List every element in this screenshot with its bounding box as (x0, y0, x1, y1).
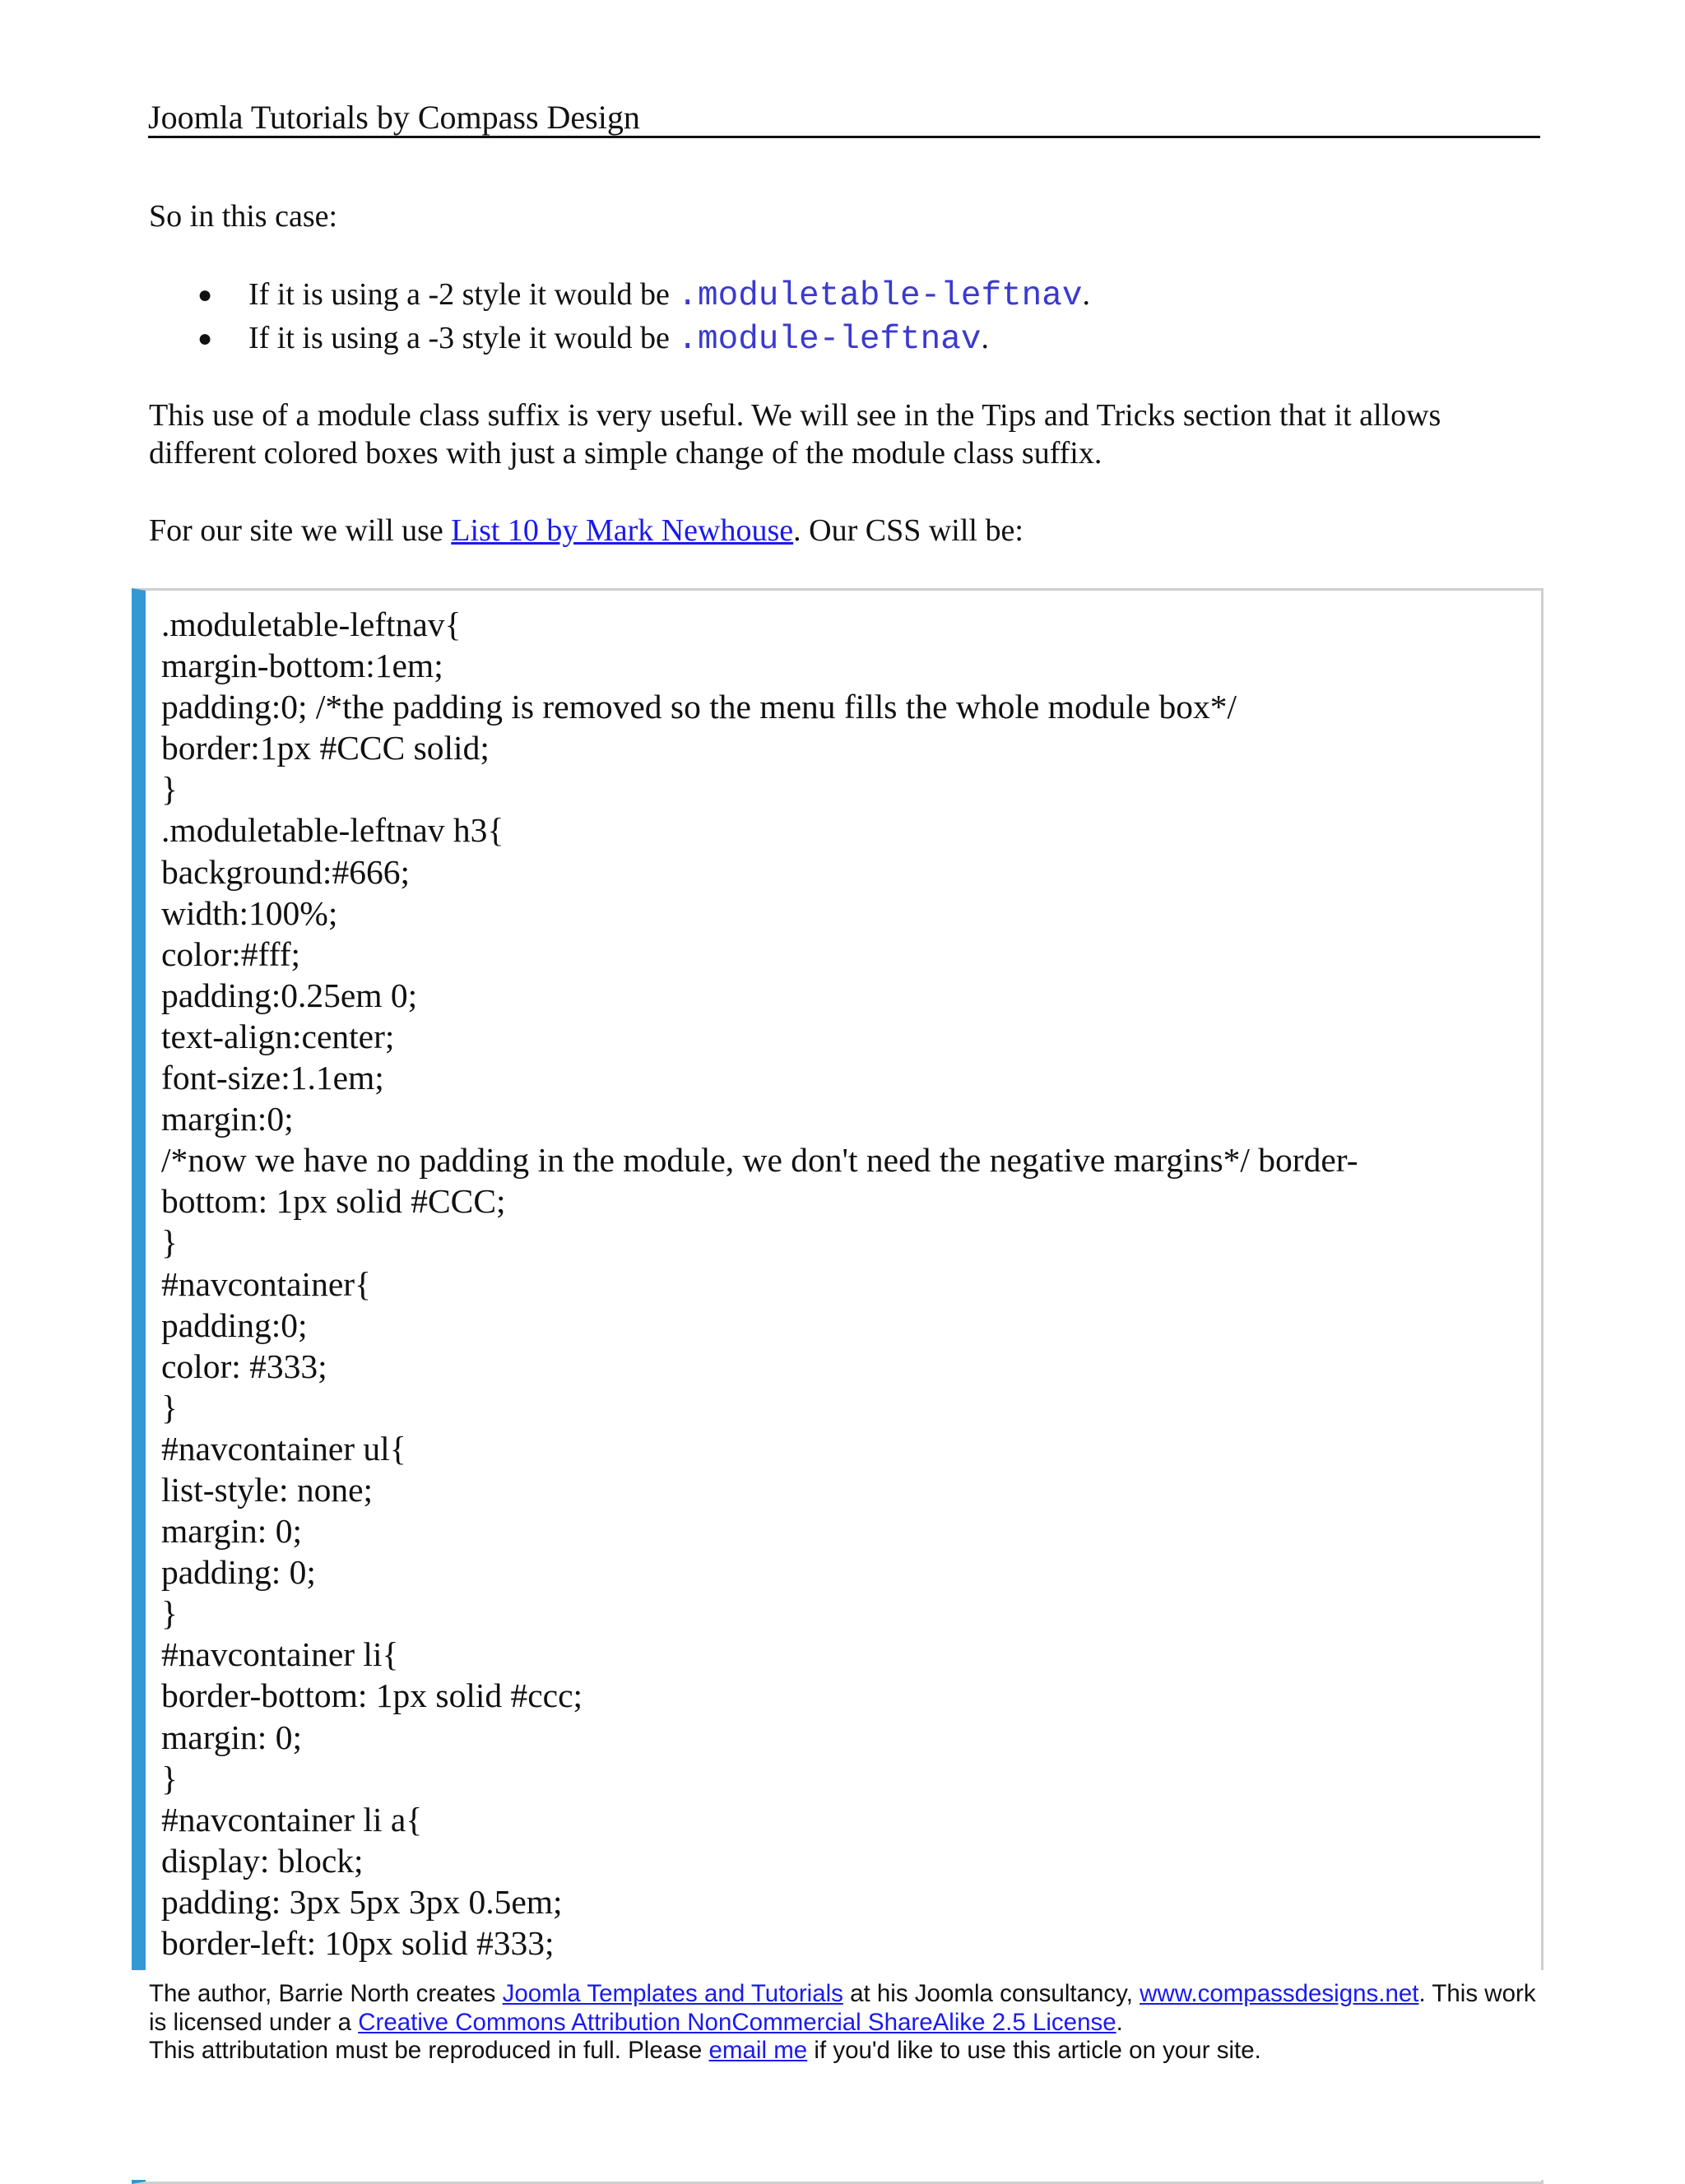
code-line: #navcontainer li{ (161, 1635, 399, 1674)
code-line: } (161, 1594, 178, 1633)
code-line: margin: 0; (161, 1512, 302, 1551)
code-line: list-style: none; (161, 1470, 374, 1509)
footer-text-part: if you'd like to use this article on your site. (807, 2037, 1261, 2064)
footer-text-part: . This work is licensed under a (149, 1980, 1536, 2036)
bullet-text: If it is using a -3 style it would be (248, 321, 678, 355)
templates-link[interactable]: Joomla Templates and Tutorials (502, 1980, 843, 2007)
license-link[interactable]: Creative Commons Attribution NonCommercial ShareAlike 2.5 License (358, 2008, 1116, 2036)
code-line: /*now we have no padding in the module, we don't need the negative margins*/ border- (161, 1141, 1358, 1180)
code-line: margin-bottom:1em; (161, 647, 443, 685)
code-line: color:#fff; (161, 934, 301, 973)
paragraph-our-site (149, 512, 1531, 549)
code-line: } (161, 1759, 178, 1797)
code-line: #navcontainer{ (161, 1264, 371, 1303)
code-line: background:#666; (161, 852, 410, 891)
footer-text-part: . (1116, 2008, 1123, 2036)
code-line: margin:0; (161, 1100, 294, 1138)
code-line: color: #333; (161, 1347, 327, 1385)
code-line: border-left: 10px solid #333; (161, 1924, 555, 1962)
paragraph-module-suffix: This use of a module class suffix is very useful. We will see in the Tips and Tricks section that it allows different colored boxes with just a simple change of the module class suffix. (149, 398, 1441, 471)
code-line: border-bottom: 1px solid #ccc; (161, 1676, 583, 1715)
footer-text-part: The author, Barrie North creates (149, 1980, 503, 2007)
bullet-punct: . (981, 321, 989, 355)
bullet-code: .module-leftnav (677, 321, 982, 359)
code-line: .moduletable-leftnav{ (161, 605, 462, 643)
code-line: #navcontainer li a{ (161, 1800, 423, 1839)
bullet-code: .moduletable-leftnav (677, 277, 1083, 315)
page-header (148, 97, 1540, 138)
code-line: border:1px #CCC solid; (161, 729, 490, 767)
code-line: padding: 0; (161, 1553, 316, 1592)
code-line: } (161, 1223, 178, 1262)
code-line: bottom: 1px solid #CCC; (161, 1182, 506, 1221)
email-link[interactable]: email me (708, 2037, 808, 2064)
list-item (197, 318, 1090, 361)
code-line: } (161, 770, 178, 809)
footer (0, 1970, 1685, 2180)
code-line: padding: 3px 5px 3px 0.5em; (161, 1882, 563, 1921)
list-item (197, 274, 1090, 318)
website-link[interactable]: www.compassdesigns.net (1140, 1980, 1419, 2007)
bullet-list (197, 274, 1090, 361)
bullet-icon: ● (197, 325, 213, 352)
paragraph-text: For our site we will use (149, 513, 452, 548)
footer-text-part: at his Joomla consultancy, (842, 1980, 1140, 2007)
bullet-punct: . (1082, 277, 1090, 312)
code-line: margin: 0; (161, 1718, 302, 1756)
list10-link[interactable]: List 10 by Mark Newhouse (451, 513, 794, 548)
code-line: padding:0.25em 0; (161, 976, 418, 1014)
code-line: font-size:1.1em; (161, 1059, 384, 1097)
code-line: padding:0; (161, 1305, 308, 1344)
code-line: text-align:center; (161, 1017, 395, 1055)
code-line: #navcontainer ul{ (161, 1429, 406, 1468)
page-header-title: Joomla Tutorials by Compass Design (148, 99, 640, 136)
code-line: width:100%; (161, 893, 338, 932)
code-line: display: block; (161, 1841, 364, 1880)
code-line: } (161, 1388, 178, 1426)
bullet-text: If it is using a -2 style it would be (248, 277, 678, 312)
footer-text-part: This attributation must be reproduced in full. Please (149, 2037, 709, 2064)
intro-text: So in this case: (149, 199, 338, 234)
footer-text (149, 1980, 1548, 2066)
paragraph-text: . Our CSS will be: (793, 513, 1024, 548)
code-line: .moduletable-leftnav h3{ (161, 811, 504, 850)
bullet-icon: ● (197, 281, 213, 308)
code-lines (161, 604, 1358, 1964)
code-line: padding:0; /*the padding is removed so the menu fills the whole module box*/ (161, 688, 1237, 726)
